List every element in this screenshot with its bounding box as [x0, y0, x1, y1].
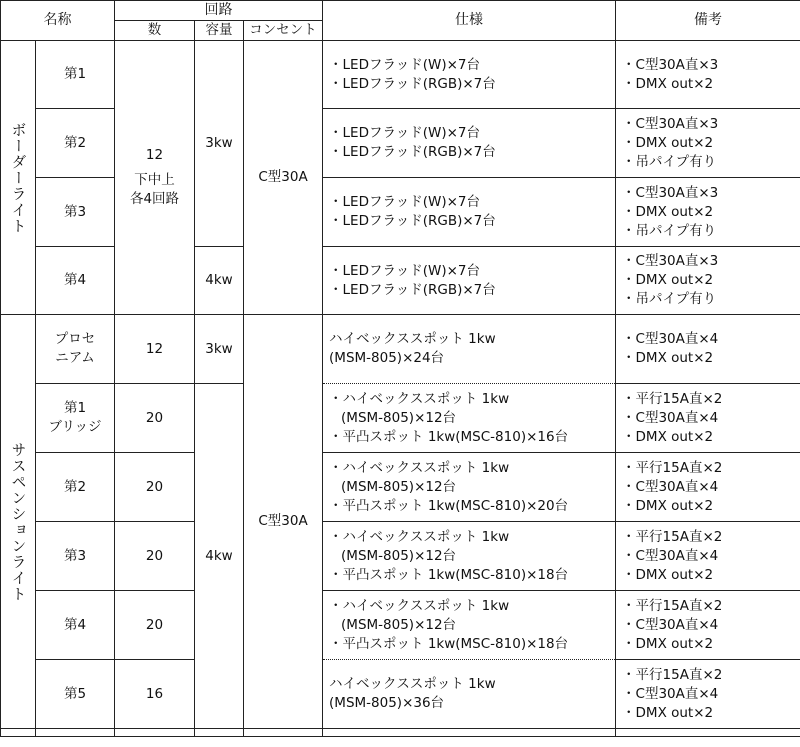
continuation-cell	[115, 729, 195, 737]
border-count-cell	[115, 41, 195, 315]
spec-line: (MSM-805)×12台	[341, 547, 457, 564]
spec-line: ・LEDフラッド(W)×7台	[329, 194, 480, 210]
note-line: ・平行15A直×2	[622, 666, 723, 683]
suspension-spec-2	[323, 384, 616, 453]
note-line: ・吊パイプ有り	[622, 153, 717, 170]
name-line: ブリッジ	[48, 419, 102, 435]
border-spec-4	[323, 247, 616, 315]
name-line: 第1	[63, 400, 87, 416]
continuation-cell	[195, 729, 244, 737]
suspension-spec-4	[323, 522, 616, 591]
note-line: ・DMX out×2	[622, 566, 714, 583]
suspension-row-5	[1, 591, 800, 660]
suspension-row-1	[1, 315, 800, 384]
suspension-count: 16	[115, 660, 195, 729]
note-line: ・DMX out×2	[622, 350, 714, 366]
border-row-name: 第3	[36, 178, 115, 247]
suspension-row-name	[36, 315, 115, 384]
border-capacity-a: 3kw	[195, 41, 244, 247]
border-notes-4	[616, 247, 800, 315]
border-capacity-b: 4kw	[195, 247, 244, 315]
continuation-cell	[616, 729, 800, 737]
spec-line: ・LEDフラッド(W)×7台	[329, 262, 480, 279]
spec-line: ・ハイベックススポット 1kw	[329, 528, 510, 545]
border-notes-1	[616, 41, 800, 109]
spec-line: ・ハイベックススポット 1kw	[329, 459, 510, 476]
continuation-cell	[323, 729, 616, 737]
header-name: 名称	[1, 1, 115, 41]
note-line: ・C型30A直×4	[622, 478, 719, 495]
note-line: ・C型30A直×3	[622, 56, 719, 73]
suspension-count: 20	[115, 591, 195, 660]
suspension-capacity-a: 3kw	[195, 315, 244, 384]
suspension-notes-1	[616, 315, 800, 384]
suspension-notes-5	[616, 591, 800, 660]
suspension-row-4	[1, 522, 800, 591]
suspension-count: 20	[115, 453, 195, 522]
suspension-notes-6	[616, 660, 800, 729]
suspension-spec-1	[323, 315, 616, 384]
suspension-count: 20	[115, 384, 195, 453]
border-outlet: C型30A	[244, 41, 323, 315]
suspension-spec-5	[323, 591, 616, 660]
spec-line: ・平凸スポット 1kw(MSC-810)×16台	[329, 428, 569, 445]
border-row-name: 第2	[36, 109, 115, 178]
border-spec-1	[323, 41, 616, 109]
note-line: ・DMX out×2	[622, 428, 714, 445]
suspension-notes-3	[616, 453, 800, 522]
suspension-count: 20	[115, 522, 195, 591]
note-line: ・吊パイプ有り	[622, 291, 717, 307]
spec-line: (MSM-805)×24台	[329, 350, 445, 366]
border-row-name: 第4	[36, 247, 115, 315]
spec-line: ・平凸スポット 1kw(MSC-810)×18台	[329, 566, 569, 583]
note-line: ・C型30A直×4	[622, 685, 719, 702]
border-count-note-1: 下中上	[134, 172, 175, 188]
spec-line: ・平凸スポット 1kw(MSC-810)×18台	[329, 635, 569, 652]
note-line: ・C型30A直×3	[622, 253, 719, 269]
border-count: 12	[145, 147, 164, 163]
border-spec-3	[323, 178, 616, 247]
name-line: ニアム	[55, 350, 95, 366]
suspension-spec-6	[323, 660, 616, 729]
suspension-row-name: 第4	[36, 591, 115, 660]
border-group-label: ボーダーライト	[9, 121, 28, 234]
header-capacity: 容量	[195, 21, 244, 41]
suspension-row-2	[1, 384, 800, 453]
suspension-row-name: 第5	[36, 660, 115, 729]
spec-line: ハイベックススポット 1kw	[329, 676, 496, 692]
suspension-outlet: C型30A	[244, 315, 323, 729]
suspension-row-3	[1, 453, 800, 522]
suspension-count: 12	[115, 315, 195, 384]
note-line: ・DMX out×2	[622, 272, 714, 288]
border-row-name: 第1	[36, 41, 115, 109]
spec-line: ・ハイベックススポット 1kw	[329, 390, 510, 407]
border-group-cell	[1, 41, 36, 315]
spec-line: ・LEDフラッド(RGB)×7台	[329, 281, 496, 298]
border-count-note-2: 各4回路	[129, 191, 180, 207]
note-line: ・C型30A直×4	[622, 616, 719, 633]
note-line: ・C型30A直×3	[622, 184, 719, 201]
spec-line: ・LEDフラッド(RGB)×7台	[329, 213, 496, 229]
note-line: ・平行15A直×2	[622, 390, 723, 407]
note-line: ・DMX out×2	[622, 497, 714, 514]
note-line: ・DMX out×2	[622, 635, 714, 652]
note-line: ・DMX out×2	[622, 134, 714, 151]
note-line: ・平行15A直×2	[622, 528, 723, 545]
name-line: プロセ	[54, 331, 96, 347]
border-notes-3	[616, 178, 800, 247]
spec-line: (MSM-805)×36台	[329, 695, 445, 711]
border-notes-2	[616, 109, 800, 178]
suspension-capacity-b: 4kw	[195, 384, 244, 729]
continuation-cell	[1, 729, 36, 737]
spec-line: (MSM-805)×12台	[341, 409, 457, 426]
suspension-row-name: 第3	[36, 522, 115, 591]
note-line: ・DMX out×2	[622, 704, 714, 721]
border-row-1	[1, 41, 800, 109]
note-line: ・平行15A直×2	[622, 597, 723, 614]
note-line: ・C型30A直×3	[622, 115, 719, 132]
header-notes: 備考	[616, 1, 800, 41]
suspension-group-cell	[1, 315, 36, 729]
note-line: ・DMX out×2	[622, 203, 714, 220]
suspension-notes-4	[616, 522, 800, 591]
note-line: ・吊パイプ有り	[622, 222, 717, 239]
note-line: ・DMX out×2	[622, 75, 714, 92]
note-line: ・C型30A直×4	[622, 331, 719, 347]
table-continuation-row	[1, 729, 800, 737]
suspension-row-name	[36, 384, 115, 453]
header-outlet: コンセント	[244, 21, 323, 41]
spec-line: ・LEDフラッド(W)×7台	[329, 125, 480, 141]
header-circuit: 回路	[115, 1, 323, 21]
note-line: ・平行15A直×2	[622, 459, 723, 476]
suspension-row-name: 第2	[36, 453, 115, 522]
header-count: 数	[115, 21, 195, 41]
spec-line: (MSM-805)×12台	[341, 478, 457, 495]
spec-line: ・LEDフラッド(RGB)×7台	[329, 75, 496, 92]
spec-line: ・平凸スポット 1kw(MSC-810)×20台	[329, 497, 569, 514]
suspension-notes-2	[616, 384, 800, 453]
continuation-cell	[244, 729, 323, 737]
spec-line: ハイベックススポット 1kw	[329, 331, 496, 347]
border-spec-2	[323, 109, 616, 178]
spec-line: (MSM-805)×12台	[341, 616, 457, 633]
spec-line: ・LEDフラッド(W)×7台	[329, 56, 480, 73]
header-row-1	[1, 1, 800, 21]
suspension-row-6	[1, 660, 800, 729]
spec-line: ・LEDフラッド(RGB)×7台	[329, 144, 496, 160]
header-spec: 仕様	[323, 1, 616, 41]
note-line: ・C型30A直×4	[622, 409, 719, 426]
note-line: ・C型30A直×4	[622, 547, 719, 564]
suspension-group-label: サスペンションライト	[9, 441, 28, 602]
continuation-cell	[36, 729, 115, 737]
suspension-spec-3	[323, 453, 616, 522]
spec-line: ・ハイベックススポット 1kw	[329, 597, 510, 614]
